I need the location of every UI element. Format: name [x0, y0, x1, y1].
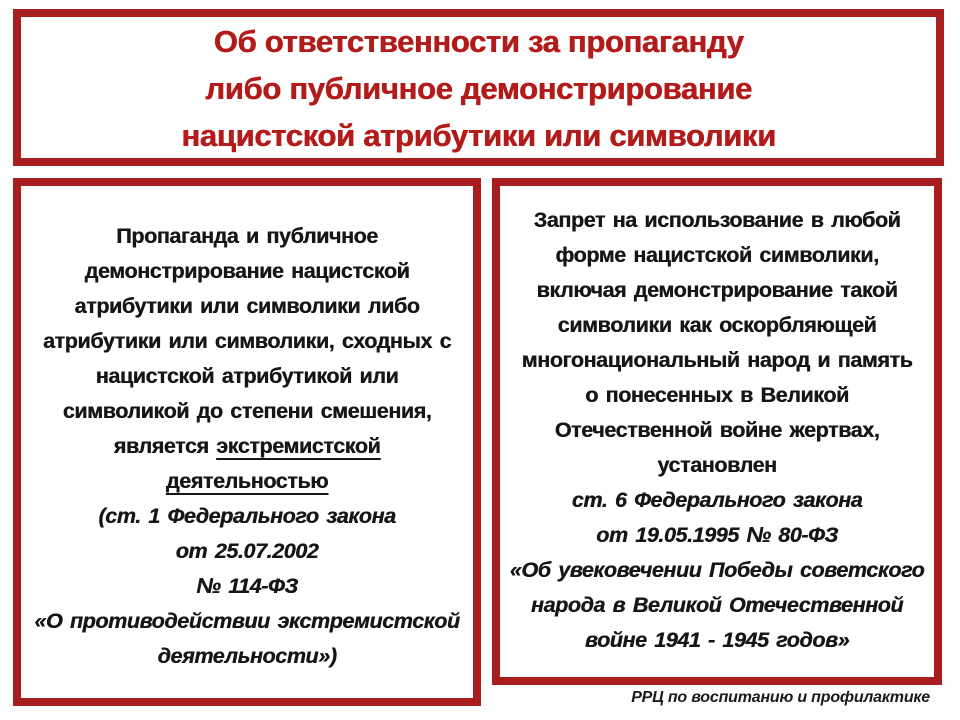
left-line-5: нацистской атрибутикой или [95, 364, 399, 388]
right-line-6: о понесенных в Великой [585, 383, 849, 407]
left-panel-box [13, 178, 481, 706]
left-line-7-underlined: экстремистской [216, 434, 381, 458]
left-line-3: атрибутики или символики либо [74, 294, 420, 318]
left-line-8 [29, 464, 465, 499]
right-citation-line-1: ст. 6 Федерального закона [571, 488, 863, 512]
poster-title [21, 17, 936, 159]
right-line-7: Отечественной войне жертвах, [554, 418, 880, 442]
right-line-4: символики как оскорбляющей [557, 313, 877, 337]
right-citation-line-5: войне 1941 - 1945 годов» [584, 628, 850, 652]
title-line-2: либо публичное демонстрирование [205, 71, 752, 106]
left-line-6: символикой до степени смешения, [62, 399, 432, 423]
right-line-8: установлен [657, 453, 777, 477]
left-line-4: атрибутики или символики, сходных с [42, 329, 452, 353]
left-panel-text [21, 186, 473, 674]
right-line-3: включая демонстрирование такой [536, 278, 898, 302]
right-citation [506, 483, 928, 658]
header-box [13, 9, 944, 166]
right-citation-line-4: народа в Великой Отечественной [530, 593, 904, 617]
left-line-2: демонстрирование нацистской [84, 259, 410, 283]
left-line-8-underlined: деятельностью [165, 469, 329, 493]
title-line-3: нацистской атрибутики или символики [181, 118, 776, 153]
left-citation-line-2: от 25.07.2002 [175, 539, 319, 563]
right-citation-line-3: «Об увековечении Победы советского [509, 558, 925, 582]
footer-credit: РРЦ по воспитанию и профилактике [631, 689, 930, 706]
right-citation-line-2: от 19.05.1995 № 80-ФЗ [596, 523, 838, 547]
right-panel-box [492, 178, 942, 685]
title-line-1: Об ответственности за пропаганду [213, 24, 744, 59]
left-citation-line-1: (ст. 1 Федерального закона [98, 504, 396, 528]
right-line-5: многонациональный народ и память [521, 348, 913, 372]
right-line-2: форме нацистской символики, [555, 243, 879, 267]
left-citation-line-4: «О противодействии экстремистской [34, 609, 460, 633]
right-panel-text [500, 186, 934, 658]
left-line-7-prefix: является [113, 434, 217, 458]
left-line-7 [29, 429, 465, 464]
left-line-1: Пропаганда и публичное [116, 224, 378, 248]
left-citation [29, 499, 465, 674]
left-citation-line-5: деятельности») [157, 644, 337, 668]
left-citation-line-3: № 114-ФЗ [196, 574, 298, 598]
right-line-1: Запрет на использование в любой [533, 208, 901, 232]
